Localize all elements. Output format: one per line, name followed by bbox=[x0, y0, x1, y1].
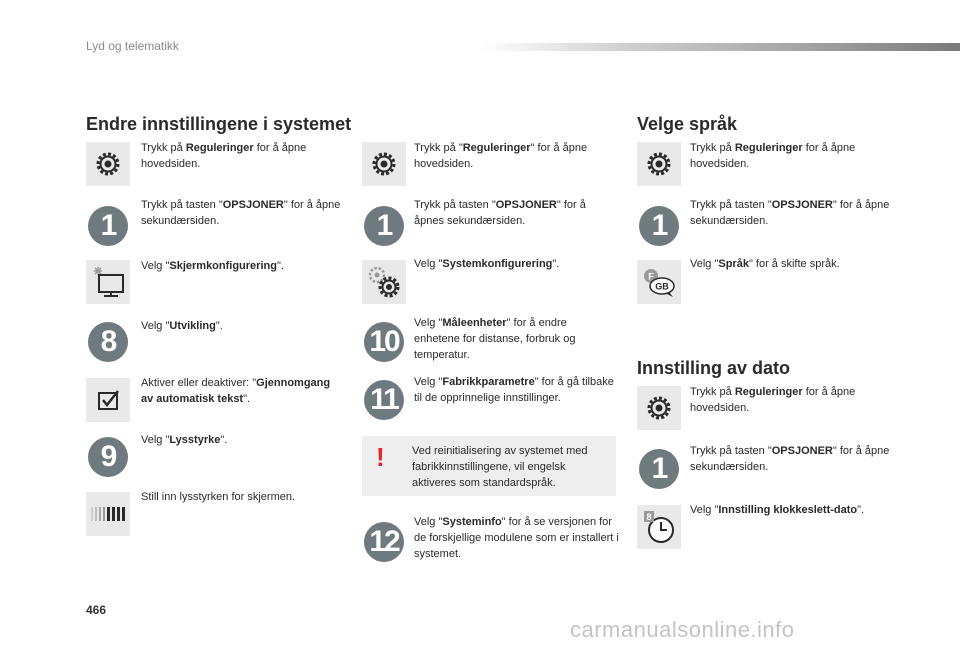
step-text: Velg "Systemkonfigurering". bbox=[414, 258, 560, 270]
settings-gear-icon bbox=[637, 142, 681, 186]
info-note bbox=[362, 436, 616, 496]
step-text: Trykk på tasten "OPSJONER" for å åpne sekundærsiden. bbox=[141, 199, 341, 227]
settings-heading: Endre innstillingene i systemet bbox=[86, 114, 352, 134]
step-text: Velg "Utvikling". bbox=[141, 320, 223, 332]
note-text: Ved reinitialisering av systemet med fabrikkinnstillingene, vil engelsk aktiveres som standardspråk. bbox=[412, 445, 588, 489]
step-text: Still inn lysstyrken for skjermen. bbox=[141, 491, 296, 503]
step-text: Velg "Systeminfo" for å se versjonen for de forskjellige modulene som er installert i systemet. bbox=[414, 516, 619, 560]
step-text: Velg "Språk" for å skifte språk. bbox=[690, 258, 840, 270]
step-text: Aktiver eller deaktiver: "Gjennomgang av automatisk tekst". bbox=[141, 377, 331, 405]
step-text: Trykk på Reguleringer for å åpne hovedsiden. bbox=[141, 142, 307, 170]
language-bubbles-icon bbox=[637, 260, 681, 304]
step-number-badge: 8 bbox=[86, 320, 130, 364]
step-number-badge: 12 bbox=[362, 520, 406, 564]
step-text: Velg "Måleenheter" for å endre enhetene for distanse, forbruk og temperatur. bbox=[414, 317, 576, 361]
step-number-badge: 1 bbox=[637, 204, 681, 248]
step-number-badge: 1 bbox=[86, 204, 130, 248]
page-number: 466 bbox=[86, 603, 107, 617]
step-text: Velg "Fabrikkparametre" for å gå tilbake til de opprinnelige innstillinger. bbox=[414, 376, 614, 404]
step-text: Trykk på Reguleringer for å åpne hovedsiden. bbox=[690, 386, 856, 414]
step-text: Trykk på Reguleringer for å åpne hovedsiden. bbox=[690, 142, 856, 170]
section-header: Lyd og telematikk bbox=[86, 39, 179, 53]
step-number-badge: 9 bbox=[86, 435, 130, 479]
step-text: Trykk på "Reguleringer" for å åpne hovedsiden. bbox=[414, 142, 588, 170]
step-text: Velg "Innstilling klokkeslett-dato". bbox=[690, 504, 865, 516]
step-text: Velg "Skjermkonfigurering". bbox=[141, 260, 284, 272]
brightness-slider-icon bbox=[86, 492, 130, 536]
language-heading: Velge språk bbox=[637, 114, 738, 134]
language-badge-f: F bbox=[648, 271, 654, 282]
warning-icon: ! bbox=[376, 442, 385, 472]
system-config-gears-icon bbox=[362, 260, 406, 304]
language-badge-gb: GB bbox=[655, 281, 669, 292]
clock-icon bbox=[637, 505, 681, 549]
step-text: Trykk på tasten "OPSJONER" for å åpnes sekundærsiden. bbox=[414, 199, 586, 227]
step-number-badge: 1 bbox=[637, 447, 681, 491]
screen-brightness-icon bbox=[86, 260, 130, 304]
date-heading: Innstilling av dato bbox=[637, 358, 791, 378]
step-text: Trykk på tasten "OPSJONER" for å åpne sekundærsiden. bbox=[690, 199, 890, 227]
header-rule bbox=[480, 43, 960, 51]
settings-gear-icon bbox=[86, 142, 130, 186]
step-text: Velg "Lysstyrke". bbox=[141, 434, 228, 446]
watermark: carmanualsonline.info bbox=[570, 617, 795, 642]
step-text: Trykk på tasten "OPSJONER" for å åpne sekundærsiden. bbox=[690, 445, 890, 473]
settings-gear-icon bbox=[637, 386, 681, 430]
step-number-badge: 11 bbox=[362, 378, 406, 422]
checkbox-icon bbox=[86, 378, 130, 422]
step-number-badge: 1 bbox=[362, 204, 406, 248]
clock-badge: 8 bbox=[646, 512, 652, 522]
step-number-badge: 10 bbox=[362, 320, 406, 364]
settings-gear-icon bbox=[362, 142, 406, 186]
